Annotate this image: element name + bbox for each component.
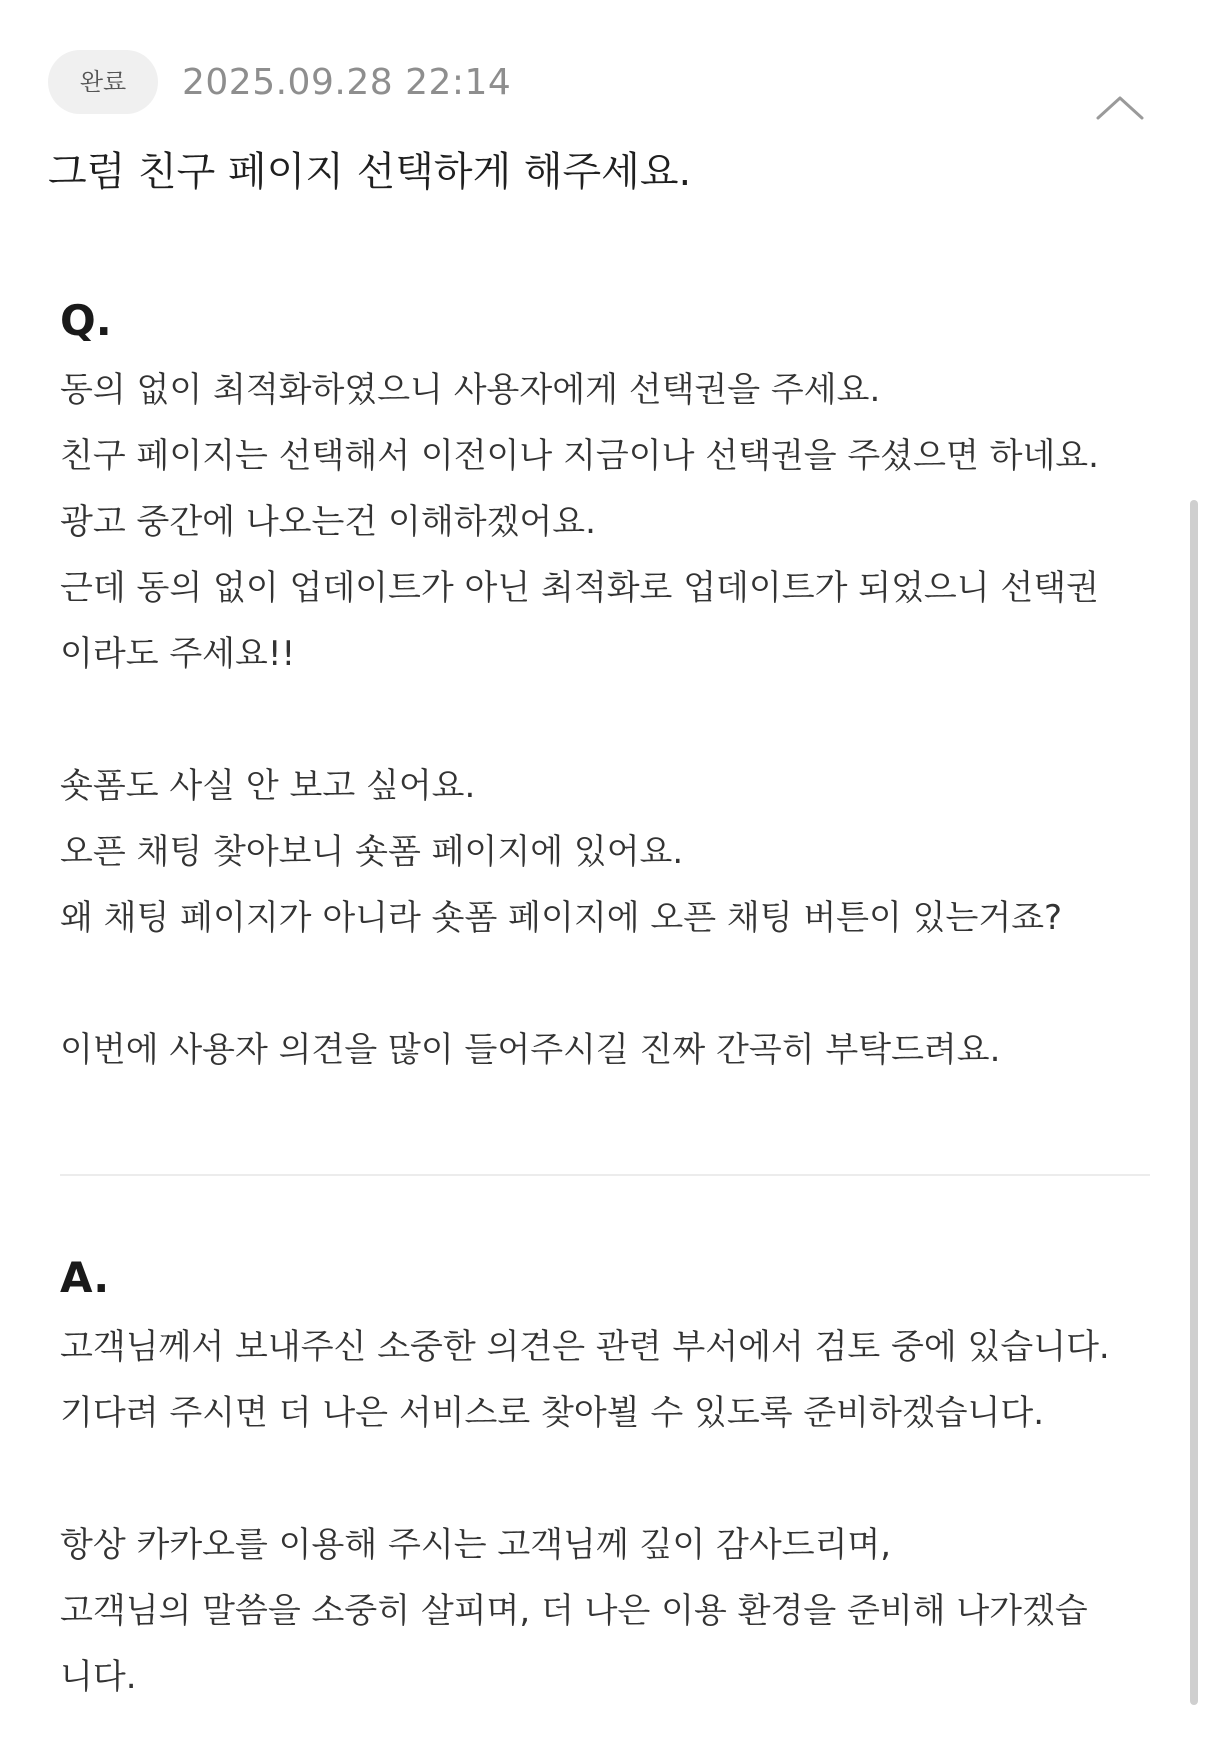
answer-line: 기다려 주시면 더 나은 서비스로 찾아뵐 수 있도록 준비하겠습니다.	[60, 1393, 1045, 1433]
section-divider	[60, 1174, 1150, 1176]
question-line: 오픈 채팅 찾아보니 숏폼 페이지에 있어요.	[60, 832, 684, 872]
question-line: 광고 중간에 나오는건 이해하겠어요.	[60, 502, 596, 542]
answer-section	[60, 1253, 1156, 1710]
paragraph-gap	[60, 951, 1156, 1017]
question-line: 왜 채팅 페이지가 아니라 숏폼 페이지에 오픈 채팅 버튼이 있는거죠?	[60, 898, 1063, 938]
chevron-up-icon[interactable]	[1094, 92, 1146, 122]
question-line: 친구 페이지는 선택해서 이전이나 지금이나 선택권을 주셨으면 하네요.	[60, 436, 1099, 476]
status-badge: 완료	[48, 50, 158, 114]
scrollbar[interactable]	[1190, 500, 1198, 1705]
inquiry-header	[48, 50, 511, 114]
answer-label: A.	[60, 1253, 110, 1302]
answer-line: 항상 카카오를 이용해 주시는 고객님께 깊이 감사드리며,	[60, 1525, 892, 1565]
timestamp: 2025.09.28 22:14	[182, 61, 512, 103]
inquiry-title: 그럼 친구 페이지 선택하게 해주세요.	[48, 149, 692, 195]
answer-line: 고객님의 말씀을 소중히 살피며, 더 나은 이용 환경을 준비해 나가겠습	[60, 1591, 1088, 1631]
answer-line: 고객님께서 보내주신 소중한 의견은 관련 부서에서 검토 중에 있습니다.	[60, 1327, 1110, 1367]
question-body	[60, 357, 1156, 1083]
question-line: 숏폼도 사실 안 보고 싶어요.	[60, 766, 476, 806]
question-line: 동의 없이 최적화하였으니 사용자에게 선택권을 주세요.	[60, 370, 881, 410]
question-line: 이번에 사용자 의견을 많이 들어주시길 진짜 간곡히 부탁드려요.	[60, 1030, 1001, 1070]
paragraph-gap	[60, 687, 1156, 753]
question-label: Q.	[60, 296, 112, 345]
answer-line: 니다.	[60, 1657, 137, 1697]
answer-body	[60, 1314, 1156, 1710]
question-section	[60, 296, 1156, 1083]
paragraph-gap	[60, 1446, 1156, 1512]
question-line: 이라도 주세요!!	[60, 634, 296, 674]
question-line: 근데 동의 없이 업데이트가 아닌 최적화로 업데이트가 되었으니 선택권	[60, 568, 1099, 608]
